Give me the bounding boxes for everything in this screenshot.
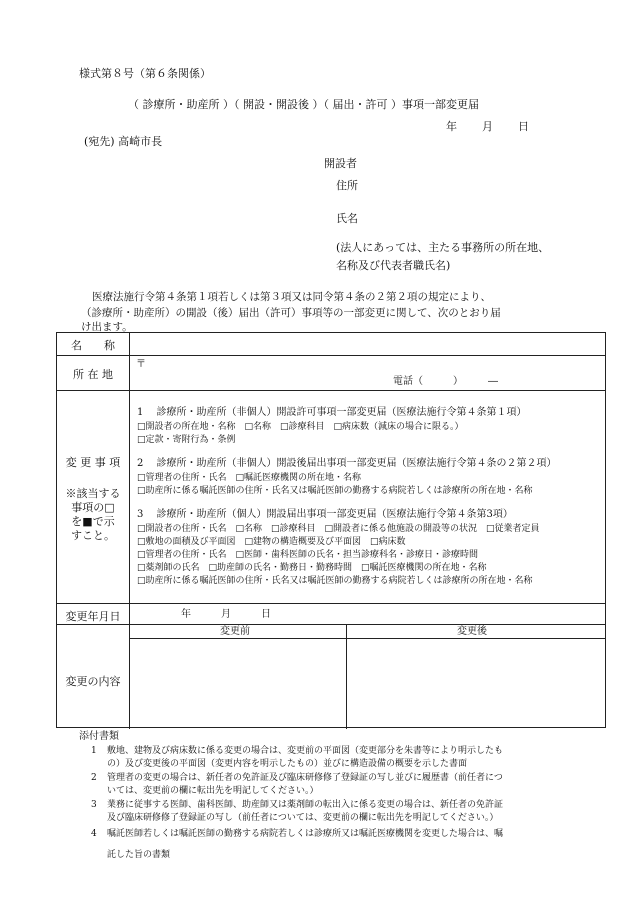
attachment-4-line2: 託した旨の書類 — [107, 850, 171, 860]
form-title: （ 診療所・助産所 ）（ 開設・開設後 ）（ 届出・許可 ）事項一部変更届 — [128, 98, 479, 111]
section3-row4[interactable]: □薬剤師の氏名 □助産師の氏名・勤務日・勤務時間 □嘱託医療機関の所在地・名称 — [137, 563, 487, 573]
applicant-note-line1: (法人にあっては、主たる事務所の所在地、 — [336, 241, 550, 254]
attachment-3-num: 3 — [91, 800, 97, 810]
change-date-value[interactable]: 年 月 日 — [181, 609, 271, 620]
attachment-2-line1: 管理者の変更の場合は、新任者の免許証及び臨床研修修了登録証の写し並びに履歴書（前任者につ — [107, 773, 503, 783]
section1-row1[interactable]: □開設者の所在地・名称 □名称 □診療科目 □病床数（減床の場合に限る。） — [137, 422, 464, 432]
application-form-table — [56, 332, 606, 728]
attachment-4-line1: 嘱託医師若しくは嘱託医師の勤務する病院若しくは診療所又は嘱託医療機関を変更した場合は、嘱 — [107, 829, 504, 839]
change-note-line2: 事項の□ — [71, 501, 115, 514]
location-label: 所 在 地 — [73, 368, 113, 381]
after-label: 変更後 — [457, 626, 487, 637]
attachment-4-num: 4 — [91, 829, 97, 839]
change-note-line4: すこと。 — [71, 529, 115, 542]
phone-label: 電話（ ） ― — [393, 376, 498, 387]
after-content-field[interactable] — [348, 640, 603, 726]
section1-title: 1 診療所・助産所（非個人）開設許可事項一部変更届（医療法施行令第４条第１項） — [137, 407, 527, 418]
applicant-note-line2: 名称及び代表者職氏名) — [336, 259, 451, 272]
attachment-3-line2: 及び臨床研修修了登録証の写し（前任者については、変更前の欄に転出先を明記してください。） — [107, 813, 499, 823]
before-content-field[interactable] — [131, 640, 344, 726]
attachment-2-line2: いては、変更前の欄に転出先を明記してください。） — [107, 786, 319, 796]
section3-title: 3 診療所・助産所（個人）開設届出事項一部変更届（医療法施行令第４条第3項） — [137, 509, 513, 520]
section3-row1[interactable]: □開設者の住所・氏名 □名称 □診療科目 □開設者に係る他施設の開設等の状況 □従業者定員 — [137, 524, 540, 534]
intro-line2: （診療所・助産所）の開設（後）届出（許可）事項等の一部変更に関して、次のとおり届 — [81, 307, 501, 319]
section2-title: 2 診療所・助産所（非個人）開設後届出事項一部変更届（医療法施行令第４条の２第２項） — [137, 458, 557, 469]
name-label: 名 称 — [71, 339, 115, 352]
attachment-3-line1: 業務に従事する医師、歯科医師、助産師又は薬剤師の転出入に係る変更の場合は、新任者の免許証 — [107, 800, 504, 810]
attachment-1-line2: の）及び変更後の平面図（変更内容を明示したもの）並びに構造設備の概要を示した書面 — [107, 759, 468, 769]
section2-row2[interactable]: □助産所に係る嘱託医師の住所・氏名又は嘱託医師の勤務する病院若しくは診療所の所在地・名称 — [137, 486, 533, 496]
intro-line1: 医療法施行令第４条第１項若しくは第３項又は同令第４条の２第２項の規定により、 — [92, 291, 491, 303]
applicant-name-label: 氏名 — [336, 212, 358, 225]
attachment-2-num: 2 — [91, 773, 97, 783]
section3-row5[interactable]: □助産所に係る嘱託医師の住所・氏名又は嘱託医師の勤務する病院若しくは診療所の所在地・名称 — [137, 576, 533, 586]
before-label: 変更前 — [220, 626, 250, 637]
change-date-label: 変更年月日 — [65, 610, 121, 623]
section3-row3[interactable]: □管理者の住所・氏名 □医師・歯科医師の氏名・担当診療科名・診療日・診療時間 — [137, 550, 479, 560]
postal-mark: 〒 — [136, 359, 146, 370]
applicant-address-label: 住所 — [336, 179, 358, 192]
form-number: 様式第８号（第６条関係） — [79, 67, 211, 80]
attachment-1-num: 1 — [91, 746, 97, 756]
change-note-line3: を■で示 — [71, 515, 115, 528]
intro-line3: け出ます。 — [81, 321, 133, 333]
change-items-label: 変 更 事 項 — [65, 456, 121, 469]
section1-row2[interactable]: □定款・寄附行為・条例 — [137, 435, 236, 445]
section2-row1[interactable]: □管理者の住所・氏名 □嘱託医療機関の所在地・名称 — [137, 473, 362, 483]
date-line: 年 月 日 — [446, 120, 530, 133]
applicant-heading: 開設者 — [324, 157, 357, 170]
attachment-1-line1: 敷地、建物及び病床数に係る変更の場合は、変更前の平面図（変更部分を朱書等により明示したも — [107, 746, 504, 756]
location-field[interactable] — [149, 357, 603, 373]
change-note-line1: ※該当する — [65, 487, 121, 500]
section3-row2[interactable]: □敷地の面積及び平面図 □建物の構造概要及び平面図 □病床数 — [137, 537, 406, 547]
addressee: (宛先) 高崎市長 — [84, 135, 163, 148]
name-field[interactable] — [131, 334, 603, 354]
attachments-heading: 添付書類 — [79, 731, 119, 742]
change-content-label: 変更の内容 — [65, 675, 121, 688]
